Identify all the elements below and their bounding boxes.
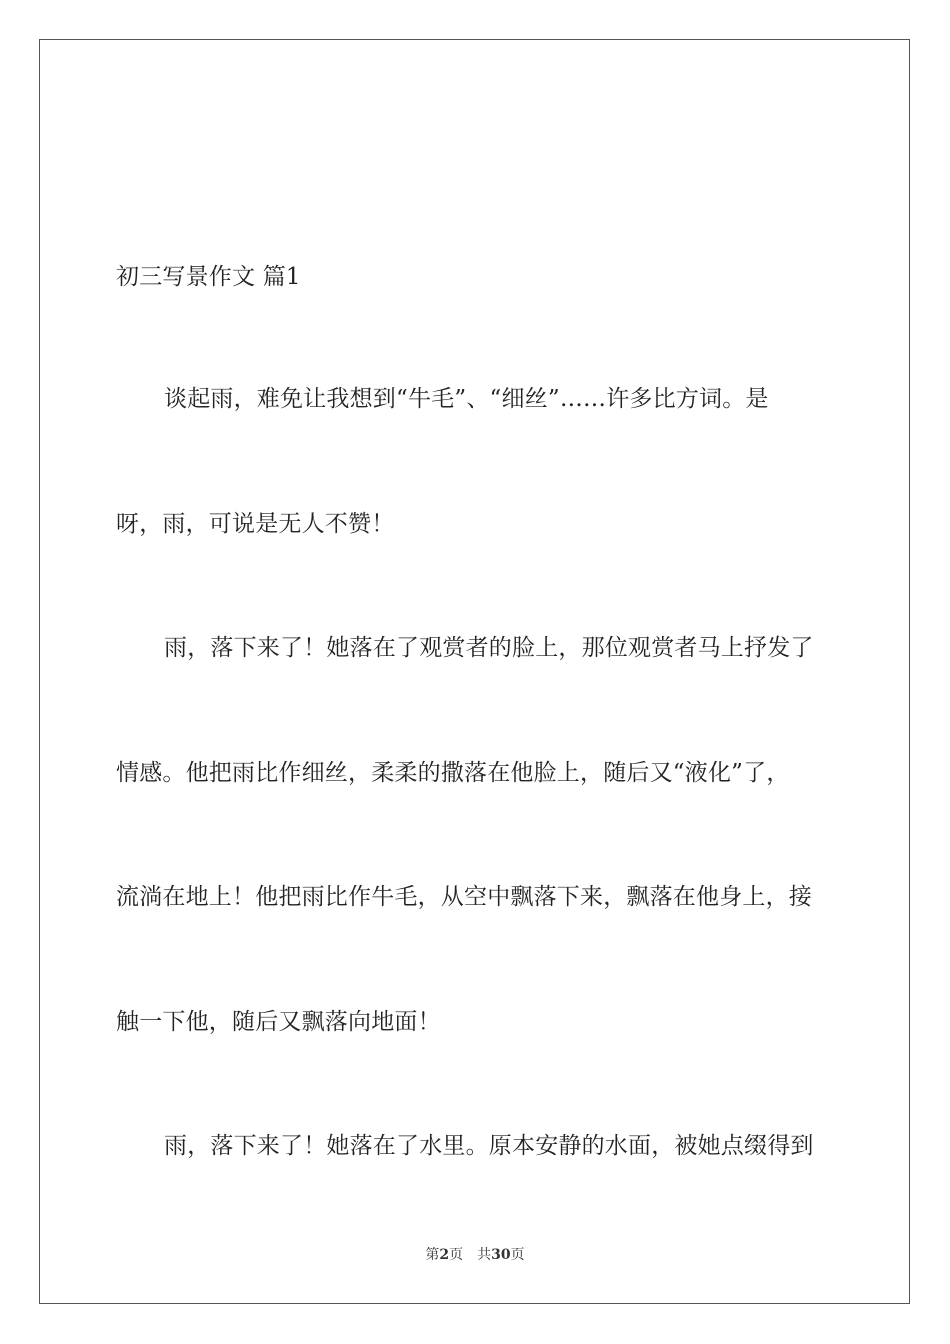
total-pages-prefix: 共 xyxy=(477,1247,492,1263)
total-pages-suffix: 页 xyxy=(510,1247,525,1263)
total-pages: 30 xyxy=(491,1247,511,1263)
document-heading: 初三写景作文 篇1 xyxy=(116,264,301,290)
paragraph-3-line-1: 雨，落下来了！她落在了水里。原本安静的水面，被她点缀得到 xyxy=(164,1133,814,1159)
page-number-prefix: 第 xyxy=(425,1247,440,1263)
paragraph-2-line-2: 情感。他把雨比作细丝，柔柔的撒落在他脸上，随后又“液化”了， xyxy=(116,760,790,786)
paragraph-1-line-1: 谈起雨，难免让我想到“牛毛”、“细丝”……许多比方词。是 xyxy=(164,386,769,412)
page-number-suffix: 页 xyxy=(449,1247,464,1263)
paragraph-1-line-2: 呀，雨，可说是无人不赞！ xyxy=(116,511,395,537)
page-border xyxy=(39,39,910,1304)
paragraph-2-line-4: 触一下他，随后又飘落向地面！ xyxy=(116,1009,441,1035)
page-footer xyxy=(0,1245,950,1265)
paragraph-2-line-1: 雨，落下来了！她落在了观赏者的脸上，那位观赏者马上抒发了 xyxy=(164,635,814,661)
page-number: 2 xyxy=(439,1247,450,1263)
paragraph-2-line-3: 流淌在地上！他把雨比作牛毛，从空中飘落下来，飘落在他身上，接 xyxy=(116,884,812,910)
